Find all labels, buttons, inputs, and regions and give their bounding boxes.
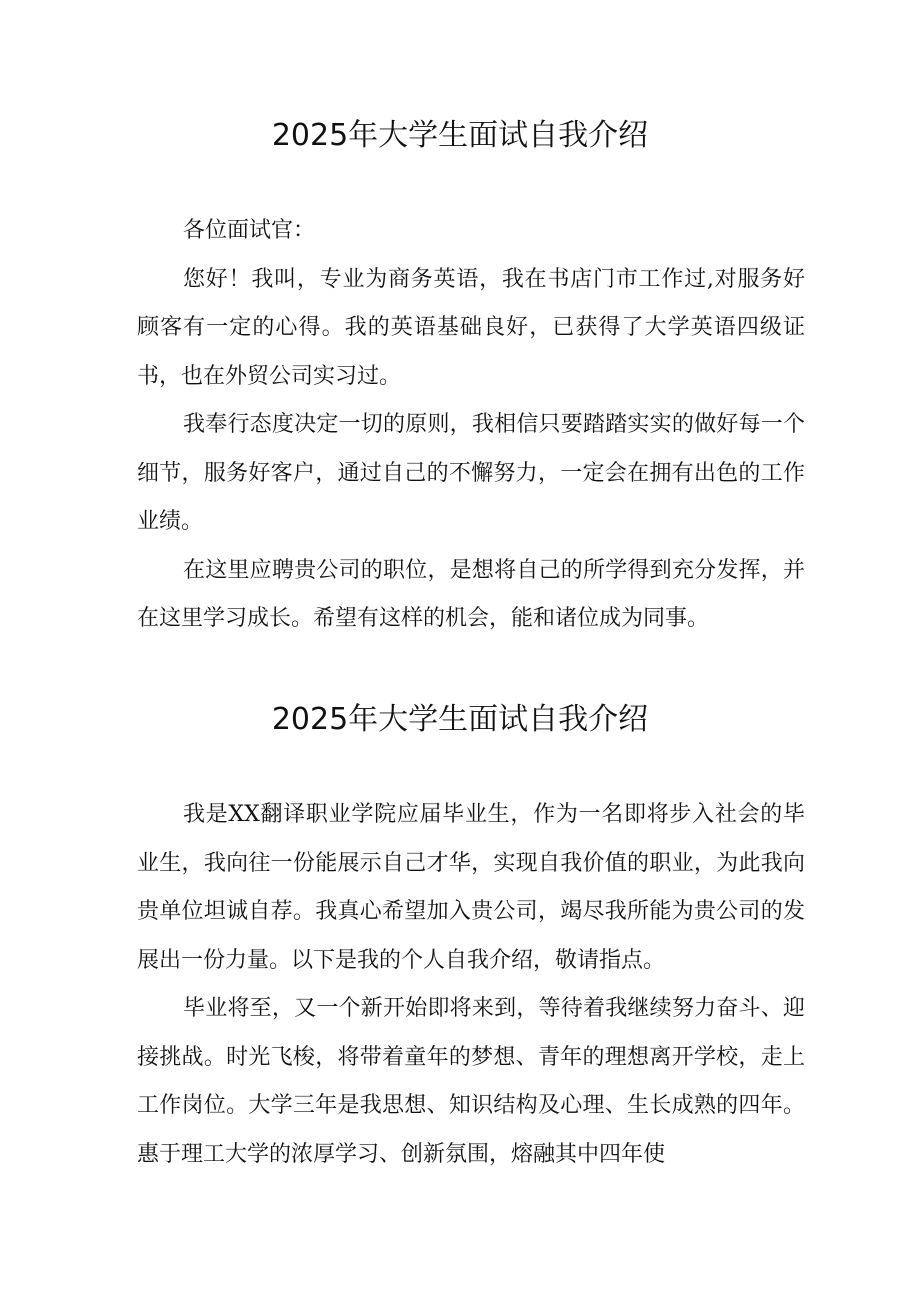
paragraph: 您好！我叫，专业为商务英语，我在书店门市工作过,对服务好顾客有一定的心得。我的英语基础良好，已获得了大学英语四级证书，也在外贸公司实习过。 (137, 266, 805, 389)
section-1-title: 2025年大学生面试自我介绍 (271, 118, 649, 153)
paragraph: 在这里应聘贵公司的职位，是想将自己的所学得到充分发挥，并在这里学习成长。希望有这样的机会，能和诸位成为同事。 (137, 557, 805, 631)
paragraph: 我奉行态度决定一切的原则，我相信只要踏踏实实的做好每一个细节，服务好客户，通过自己的不懈努力，一定会在拥有出色的工作业绩。 (137, 412, 805, 534)
paragraph: 毕业将至，又一个新开始即将来到，等待着我继续努力奋斗、迎接挑战。时光飞梭，将带着童年的梦想、青年的理想离开学校，走上工作岗位。大学三年是我思想、知识结构及心理、生长成熟的四年。惠于理工大学的浓厚学习、创新氛围，熔融其中四年使 (137, 996, 805, 1167)
section-2-body (137, 791, 805, 1179)
section-2-title: 2025年大学生面试自我介绍 (271, 702, 649, 737)
salutation: 各位面试官： (183, 218, 316, 243)
paragraph: 我是XX翻译职业学院应届毕业生，作为一名即将步入社会的毕业生，我向往一份能展示自己才华，实现自我价值的职业，为此我向贵单位坦诚自荐。我真心希望加入贵公司，竭尽我所能为贵公司的发展出一份力量。以下是我的个人自我介绍，敬请指点。 (137, 802, 805, 973)
section-1-body (137, 207, 805, 644)
